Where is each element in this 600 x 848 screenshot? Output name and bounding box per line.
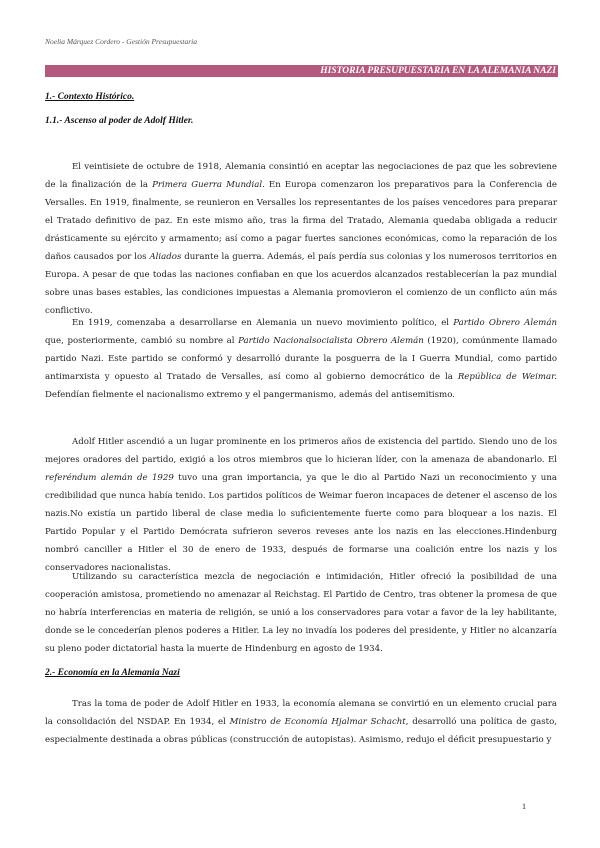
paragraph-5: Tras la toma de poder de Adolf Hitler en 1933, la economía alemana se convirtió en un elemento crucial para la consolidación del NSDAP. En 1934, el Ministro de Economía Hjalmar Schacht, desarrolló una política de gasto, especialmente destinada a obras públicas (construcción de autopistas). Asimismo, redujo el déficit presupuestario y [45, 699, 557, 745]
paragraph-2: En 1919, comenzaba a desarrollarse en Alemania un nuevo movimiento político, el Partido Obrero Alemán que, posteriormente, cambió su nombre al Partido Nacionalsocialista Obrero Alemán (1920), comúnmente llamado partido Nazi. Este partido se conformó y desarrolló durante la posguerra de la I Guerra Mundial, como partido antimarxista y opuesto al Tratado de Versalles, así como al gobierno democrático de la República de Weimar. Defendían fielmente el nacionalismo extremo y el pangermanismo, además del antisemitismo. [45, 318, 557, 400]
running-header: Noelia Márquez Cordero - Gestión Presupuestaria [45, 37, 198, 46]
section-heading-1: 1.- Contexto Histórico. [45, 92, 135, 102]
paragraph-4: Utilizando su característica mezcla de negociación e intimidación, Hitler ofreció la posibilidad de una cooperación amistosa, prometiendo no amenazar al Reichstag. El Partido de Centro, tras obtener la promesa de que no habría interferencias en materia de religión, se unió a los conservadores para votar a favor de la ley habilitante, donde se le concederían plenos poderes a Hitler. La ley no invadía los poderes del presidente, y Hitler no alcanzaría su pleno poder dictatorial hasta la muerte de Hindenburg en agosto de 1934. [45, 572, 557, 654]
document-title: HISTORIA PRESUPUESTARIA EN LA ALEMANIA NAZI [45, 65, 558, 77]
paragraph-1: El veintisiete de octubre de 1918, Alemania consintió en aceptar las negociaciones de paz que les sobreviene de la finalización de la Primera Guerra Mundial. En Europa comenzaron los preparativos para la Conferencia de Versalles. En 1919, finalmente, se reunieron en Versalles los representantes de los países vencedores para preparar el Tratado definitivo de paz. En este mismo año, tras la firma del Tratado, Alemania quedaba obligada a reducir drásticamente su ejército y armamento; así como a pagar fuertes sanciones económicas, como la reparación de los daños causados por los Aliados durante la guerra. Además, el país perdía sus colonias y los numerosos territorios en Europa. A pesar de que todas las naciones confiaban en que los acuerdos alcanzados restablecerían la paz mundial sobre unas bases estables, las condiciones impuestas a Alemania promovieron el comienzo de un conflicto aún más conflictivo. [45, 162, 557, 316]
paragraph-3: Adolf Hitler ascendió a un lugar prominente en los primeros años de existencia del partido. Siendo uno de los mejores oradores del partido, exigió a los otros miembros que lo hicieran líder, con la amenaza de abandonarlo. El referéndum alemán de 1929 tuvo una gran importancia, ya que le dio al Partido Nazi un reconocimiento y una credibilidad que nunca había tenido. Los partidos políticos de Weimar fueron incapaces de detener el ascenso de los nazis.No existía un partido liberal de clase media lo suficientemente fuerte como para bloquear a los nazis. El Partido Popular y el Partido Demócrata sufrieron severos reveses ante los nazis en las elecciones.Hindenburg nombró canciller a Hitler el 30 de enero de 1933, después de formarse una coalición entre los nazis y los conservadores nacionalistas. [45, 437, 558, 573]
page-number: 1 [522, 802, 526, 811]
section-heading-1-1: 1.1.- Ascenso al poder de Adolf Hitler. [45, 116, 194, 126]
section-heading-2: 2.- Economía en la Alemania Nazi [45, 668, 180, 678]
